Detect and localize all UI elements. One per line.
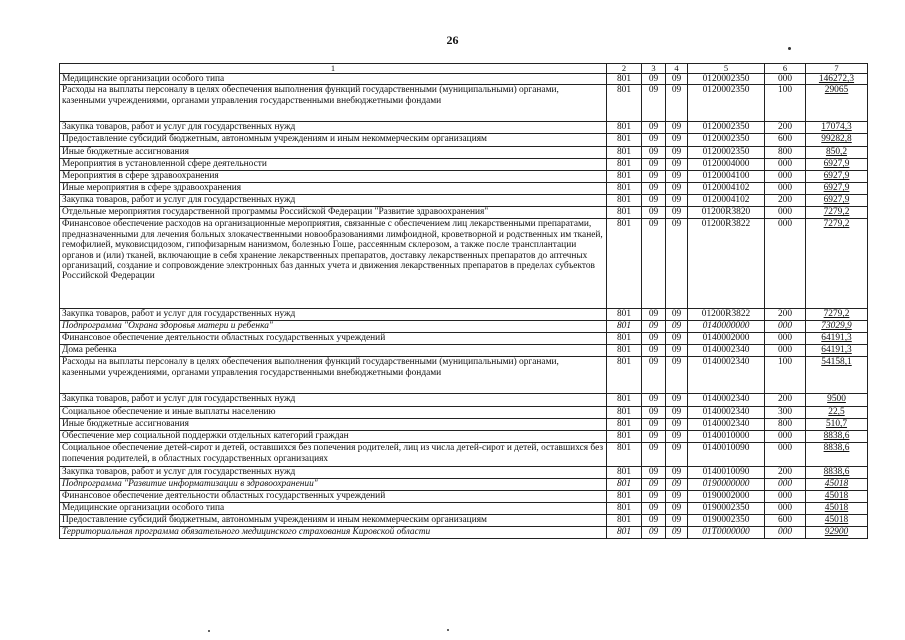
row-section: 09 bbox=[642, 207, 666, 219]
row-code: 801 bbox=[607, 467, 642, 479]
row-name: Закупка товаров, работ и услуг для государственных нужд bbox=[60, 467, 607, 479]
row-section: 09 bbox=[642, 147, 666, 159]
row-amount: 17074,3 bbox=[806, 122, 868, 134]
row-name: Закупка товаров, работ и услуг для государственных нужд bbox=[60, 195, 607, 207]
row-name: Территориальная программа обязательного медицинского страхования Кировской области bbox=[60, 527, 607, 539]
row-target-article: 0140002340 bbox=[688, 407, 765, 419]
table-row bbox=[60, 407, 868, 419]
row-section: 09 bbox=[642, 503, 666, 515]
row-amount: 850,2 bbox=[806, 147, 868, 159]
row-name: Закупка товаров, работ и услуг для государственных нужд bbox=[60, 394, 607, 407]
row-code: 801 bbox=[607, 134, 642, 147]
row-expense-type: 200 bbox=[765, 122, 806, 134]
row-target-article: 0140010090 bbox=[688, 467, 765, 479]
row-name: Дома ребенка bbox=[60, 345, 607, 357]
row-expense-type: 000 bbox=[765, 443, 806, 467]
row-target-article: 0140000000 bbox=[688, 321, 765, 333]
row-amount: 7279,2 bbox=[806, 219, 868, 309]
row-expense-type: 200 bbox=[765, 195, 806, 207]
row-section: 09 bbox=[642, 122, 666, 134]
row-code: 801 bbox=[607, 394, 642, 407]
row-name: Социальное обеспечение и иные выплаты населению bbox=[60, 407, 607, 419]
row-code: 801 bbox=[607, 357, 642, 394]
table-row bbox=[60, 171, 868, 183]
row-target-article: 0120004000 bbox=[688, 159, 765, 171]
row-section: 09 bbox=[642, 419, 666, 431]
scan-speck bbox=[447, 629, 449, 631]
row-amount: 92900 bbox=[806, 527, 868, 539]
scan-speck bbox=[208, 630, 210, 632]
table-row bbox=[60, 321, 868, 333]
row-expense-type: 000 bbox=[765, 207, 806, 219]
row-amount: 8838,6 bbox=[806, 467, 868, 479]
row-subsection: 09 bbox=[666, 467, 688, 479]
row-code: 801 bbox=[607, 171, 642, 183]
row-expense-type: 800 bbox=[765, 419, 806, 431]
row-amount: 29065 bbox=[806, 85, 868, 122]
row-code: 801 bbox=[607, 503, 642, 515]
column-number-row bbox=[60, 64, 868, 74]
table-row bbox=[60, 183, 868, 195]
row-section: 09 bbox=[642, 85, 666, 122]
row-target-article: 0190002350 bbox=[688, 503, 765, 515]
row-expense-type: 000 bbox=[765, 321, 806, 333]
table-row bbox=[60, 207, 868, 219]
row-amount: 73029,9 bbox=[806, 321, 868, 333]
row-target-article: 0190002350 bbox=[688, 515, 765, 527]
row-subsection: 09 bbox=[666, 321, 688, 333]
row-amount: 64191,3 bbox=[806, 345, 868, 357]
row-subsection: 09 bbox=[666, 122, 688, 134]
row-section: 09 bbox=[642, 479, 666, 491]
row-name: Финансовое обеспечение деятельности областных государственных учреждений bbox=[60, 333, 607, 345]
row-name: Иные бюджетные ассигнования bbox=[60, 147, 607, 159]
row-expense-type: 600 bbox=[765, 134, 806, 147]
row-target-article: 0140002000 bbox=[688, 333, 765, 345]
column-header: 2 bbox=[607, 64, 642, 74]
row-name: Расходы на выплаты персоналу в целях обеспечения выполнения функций государственными (муниципальными) органами, казенными учреждениями, органами управления государственными внебюджетными фондами bbox=[60, 357, 607, 394]
row-section: 09 bbox=[642, 357, 666, 394]
scan-speck bbox=[788, 47, 791, 50]
row-target-article: 01200R3822 bbox=[688, 309, 765, 321]
table-row bbox=[60, 479, 868, 491]
row-name: Финансовое обеспечение расходов на организационные мероприятия, связанные с обеспечением лиц лекарственными препаратами, предназначенными для лечения больных злокачественными новообразованиями лимфоидной, кроветворной и родственных им тканей, гемофилией, муковисцидозом, гипофизарным нанизмом, болезнью Гоше, рассеянным склерозом, а также после трансплантации органов и (или) тканей, включающие в себя хранение лекарственных препаратов, доставку лекарственных препаратов до аптечных организаций, создание и сопровождение электронных баз данных учета и движения лекарственных препаратов в пределах субъектов Российской Федерации bbox=[60, 219, 607, 309]
row-expense-type: 000 bbox=[765, 345, 806, 357]
row-target-article: 0120004102 bbox=[688, 183, 765, 195]
row-subsection: 09 bbox=[666, 309, 688, 321]
row-target-article: 0190002000 bbox=[688, 491, 765, 503]
column-header: 1 bbox=[60, 64, 607, 74]
row-subsection: 09 bbox=[666, 171, 688, 183]
row-name: Предоставление субсидий бюджетным, автономным учреждениям и иным некоммерческим организациям bbox=[60, 515, 607, 527]
row-name: Мероприятия в сфере здравоохранения bbox=[60, 171, 607, 183]
row-subsection: 09 bbox=[666, 74, 688, 85]
row-name: Предоставление субсидий бюджетным, автономным учреждениям и иным некоммерческим организациям bbox=[60, 134, 607, 147]
row-subsection: 09 bbox=[666, 159, 688, 171]
column-header: 7 bbox=[806, 64, 868, 74]
table-row bbox=[60, 394, 868, 407]
row-target-article: 0140010090 bbox=[688, 443, 765, 467]
row-section: 09 bbox=[642, 345, 666, 357]
row-name: Подпрограмма "Развитие информатизации в здравоохранении" bbox=[60, 479, 607, 491]
row-code: 801 bbox=[607, 74, 642, 85]
row-code: 801 bbox=[607, 207, 642, 219]
row-section: 09 bbox=[642, 527, 666, 539]
row-target-article: 0140010000 bbox=[688, 431, 765, 443]
table-row bbox=[60, 74, 868, 85]
row-expense-type: 100 bbox=[765, 85, 806, 122]
row-amount: 8838,6 bbox=[806, 443, 868, 467]
row-expense-type: 600 bbox=[765, 515, 806, 527]
table-row bbox=[60, 333, 868, 345]
row-subsection: 09 bbox=[666, 195, 688, 207]
row-target-article: 0140002340 bbox=[688, 345, 765, 357]
column-header: 4 bbox=[666, 64, 688, 74]
row-section: 09 bbox=[642, 443, 666, 467]
row-name: Расходы на выплаты персоналу в целях обеспечения выполнения функций государственными (муниципальными) органами, казенными учреждениями, органами управления государственными внебюджетными фондами bbox=[60, 85, 607, 122]
table-row bbox=[60, 527, 868, 539]
row-code: 801 bbox=[607, 122, 642, 134]
row-amount: 6927,9 bbox=[806, 183, 868, 195]
row-name: Отдельные мероприятия государственной программы Российской Федерации "Развитие здравоохранения" bbox=[60, 207, 607, 219]
row-code: 801 bbox=[607, 491, 642, 503]
table-row bbox=[60, 357, 868, 394]
table-row bbox=[60, 219, 868, 309]
row-amount: 6927,9 bbox=[806, 159, 868, 171]
row-amount: 45018 bbox=[806, 503, 868, 515]
row-code: 801 bbox=[607, 479, 642, 491]
table-row bbox=[60, 491, 868, 503]
row-subsection: 09 bbox=[666, 147, 688, 159]
row-name: Мероприятия в установленной сфере деятельности bbox=[60, 159, 607, 171]
row-name: Иные бюджетные ассигнования bbox=[60, 419, 607, 431]
row-expense-type: 100 bbox=[765, 357, 806, 394]
row-code: 801 bbox=[607, 527, 642, 539]
row-amount: 6927,9 bbox=[806, 171, 868, 183]
row-section: 09 bbox=[642, 74, 666, 85]
row-section: 09 bbox=[642, 407, 666, 419]
row-section: 09 bbox=[642, 134, 666, 147]
table-row bbox=[60, 147, 868, 159]
row-expense-type: 000 bbox=[765, 479, 806, 491]
table-row bbox=[60, 345, 868, 357]
row-name: Социальное обеспечение детей-сирот и детей, оставшихся без попечения родителей, лиц из числа детей-сирот и детей, оставшихся без попечения родителей, в областных государственных организациях bbox=[60, 443, 607, 467]
row-expense-type: 200 bbox=[765, 394, 806, 407]
row-name: Закупка товаров, работ и услуг для государственных нужд bbox=[60, 309, 607, 321]
row-section: 09 bbox=[642, 491, 666, 503]
row-section: 09 bbox=[642, 394, 666, 407]
row-expense-type: 000 bbox=[765, 183, 806, 195]
row-subsection: 09 bbox=[666, 491, 688, 503]
row-target-article: 0120002350 bbox=[688, 147, 765, 159]
row-name: Иные мероприятия в сфере здравоохранения bbox=[60, 183, 607, 195]
row-subsection: 09 bbox=[666, 134, 688, 147]
row-expense-type: 000 bbox=[765, 159, 806, 171]
row-code: 801 bbox=[607, 443, 642, 467]
row-code: 801 bbox=[607, 159, 642, 171]
row-target-article: 0120004100 bbox=[688, 171, 765, 183]
row-expense-type: 000 bbox=[765, 503, 806, 515]
row-section: 09 bbox=[642, 431, 666, 443]
row-code: 801 bbox=[607, 419, 642, 431]
row-section: 09 bbox=[642, 183, 666, 195]
row-amount: 9500 bbox=[806, 394, 868, 407]
column-header: 6 bbox=[765, 64, 806, 74]
row-section: 09 bbox=[642, 321, 666, 333]
row-code: 801 bbox=[607, 85, 642, 122]
row-subsection: 09 bbox=[666, 479, 688, 491]
row-target-article: 01200R3822 bbox=[688, 219, 765, 309]
table-row bbox=[60, 134, 868, 147]
table-row bbox=[60, 503, 868, 515]
table-row bbox=[60, 159, 868, 171]
row-amount: 54158,1 bbox=[806, 357, 868, 394]
row-section: 09 bbox=[642, 219, 666, 309]
table-row bbox=[60, 309, 868, 321]
row-target-article: 0120004102 bbox=[688, 195, 765, 207]
row-name: Медицинские организации особого типа bbox=[60, 74, 607, 85]
row-code: 801 bbox=[607, 321, 642, 333]
row-name: Финансовое обеспечение деятельности областных государственных учреждений bbox=[60, 491, 607, 503]
row-code: 801 bbox=[607, 515, 642, 527]
table-row bbox=[60, 515, 868, 527]
row-expense-type: 300 bbox=[765, 407, 806, 419]
row-amount: 7279,2 bbox=[806, 207, 868, 219]
row-expense-type: 000 bbox=[765, 333, 806, 345]
row-target-article: 0120002350 bbox=[688, 74, 765, 85]
row-amount: 45018 bbox=[806, 515, 868, 527]
row-subsection: 09 bbox=[666, 183, 688, 195]
row-subsection: 09 bbox=[666, 207, 688, 219]
budget-table bbox=[59, 63, 868, 539]
table-row bbox=[60, 195, 868, 207]
row-section: 09 bbox=[642, 309, 666, 321]
row-amount: 64191,3 bbox=[806, 333, 868, 345]
row-name: Закупка товаров, работ и услуг для государственных нужд bbox=[60, 122, 607, 134]
row-target-article: 01Т0000000 bbox=[688, 527, 765, 539]
row-expense-type: 800 bbox=[765, 147, 806, 159]
row-amount: 510,7 bbox=[806, 419, 868, 431]
row-subsection: 09 bbox=[666, 407, 688, 419]
row-expense-type: 000 bbox=[765, 74, 806, 85]
row-subsection: 09 bbox=[666, 515, 688, 527]
row-expense-type: 000 bbox=[765, 431, 806, 443]
row-target-article: 0140002340 bbox=[688, 394, 765, 407]
row-target-article: 0140002340 bbox=[688, 357, 765, 394]
row-subsection: 09 bbox=[666, 85, 688, 122]
row-section: 09 bbox=[642, 333, 666, 345]
row-name: Обеспечение мер социальной поддержки отдельных категорий граждан bbox=[60, 431, 607, 443]
row-amount: 6927,9 bbox=[806, 195, 868, 207]
row-expense-type: 200 bbox=[765, 467, 806, 479]
column-header: 3 bbox=[642, 64, 666, 74]
row-target-article: 0140002340 bbox=[688, 419, 765, 431]
row-subsection: 09 bbox=[666, 345, 688, 357]
table-row bbox=[60, 85, 868, 122]
row-code: 801 bbox=[607, 309, 642, 321]
row-section: 09 bbox=[642, 159, 666, 171]
page-number: 26 bbox=[446, 33, 459, 47]
row-expense-type: 200 bbox=[765, 309, 806, 321]
row-section: 09 bbox=[642, 195, 666, 207]
row-target-article: 0120002350 bbox=[688, 134, 765, 147]
table-row bbox=[60, 419, 868, 431]
column-header: 5 bbox=[688, 64, 765, 74]
row-subsection: 09 bbox=[666, 219, 688, 309]
row-expense-type: 000 bbox=[765, 491, 806, 503]
row-code: 801 bbox=[607, 183, 642, 195]
row-amount: 8838,6 bbox=[806, 431, 868, 443]
row-subsection: 09 bbox=[666, 527, 688, 539]
row-code: 801 bbox=[607, 333, 642, 345]
row-expense-type: 000 bbox=[765, 171, 806, 183]
table-row bbox=[60, 122, 868, 134]
table-row bbox=[60, 467, 868, 479]
row-section: 09 bbox=[642, 171, 666, 183]
row-subsection: 09 bbox=[666, 333, 688, 345]
row-target-article: 0120002350 bbox=[688, 85, 765, 122]
row-amount: 7279,2 bbox=[806, 309, 868, 321]
row-subsection: 09 bbox=[666, 357, 688, 394]
row-code: 801 bbox=[607, 407, 642, 419]
row-code: 801 bbox=[607, 431, 642, 443]
row-subsection: 09 bbox=[666, 503, 688, 515]
row-expense-type: 000 bbox=[765, 527, 806, 539]
row-target-article: 01200R3820 bbox=[688, 207, 765, 219]
row-name: Медицинские организации особого типа bbox=[60, 503, 607, 515]
row-subsection: 09 bbox=[666, 431, 688, 443]
row-amount: 22,5 bbox=[806, 407, 868, 419]
row-code: 801 bbox=[607, 195, 642, 207]
row-name: Подпрограмма "Охрана здоровья матери и ребенка" bbox=[60, 321, 607, 333]
table-row bbox=[60, 431, 868, 443]
row-section: 09 bbox=[642, 467, 666, 479]
row-target-article: 0120002350 bbox=[688, 122, 765, 134]
row-expense-type: 000 bbox=[765, 219, 806, 309]
row-target-article: 0190000000 bbox=[688, 479, 765, 491]
row-subsection: 09 bbox=[666, 443, 688, 467]
row-code: 801 bbox=[607, 147, 642, 159]
row-amount: 99282,8 bbox=[806, 134, 868, 147]
row-code: 801 bbox=[607, 219, 642, 309]
row-amount: 45018 bbox=[806, 491, 868, 503]
row-subsection: 09 bbox=[666, 419, 688, 431]
row-code: 801 bbox=[607, 345, 642, 357]
row-amount: 146272,3 bbox=[806, 74, 868, 85]
row-subsection: 09 bbox=[666, 394, 688, 407]
row-amount: 45018 bbox=[806, 479, 868, 491]
table-row bbox=[60, 443, 868, 467]
row-section: 09 bbox=[642, 515, 666, 527]
